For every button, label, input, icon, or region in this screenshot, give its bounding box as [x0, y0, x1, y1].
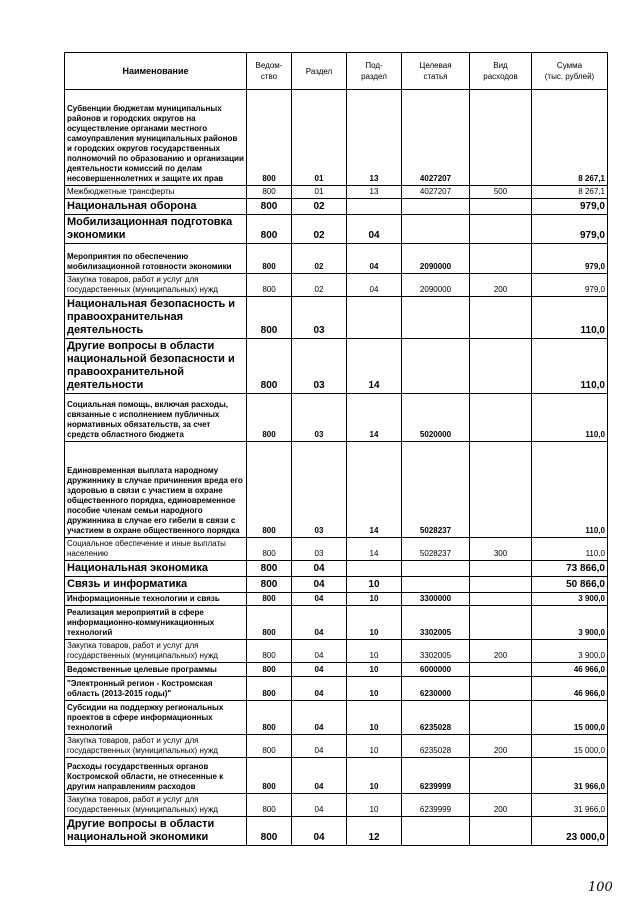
- cell-name: Субсидии на поддержку региональных проектов в сфере информационных технологий: [65, 701, 247, 735]
- cell-name: Расходы государственных органов Костромской области, не отнесенные к другим направлениям расходов: [65, 758, 247, 794]
- cell-section: 04: [292, 758, 347, 794]
- cell-sum: 8 267,1: [532, 90, 608, 186]
- cell-subsection: 10: [347, 677, 402, 701]
- cell-dept: 800: [247, 677, 292, 701]
- cell-subsection: 14: [347, 442, 402, 538]
- table-row: [65, 394, 608, 442]
- cell-exptype: [470, 701, 532, 735]
- cell-target: 5028237: [402, 538, 470, 561]
- cell-name: Закупка товаров, работ и услуг для государственных (муниципальных) нужд: [65, 640, 247, 663]
- cell-sum: 110,0: [532, 538, 608, 561]
- cell-exptype: [470, 199, 532, 215]
- table-row: [65, 90, 608, 186]
- cell-section: 04: [292, 593, 347, 606]
- table-row: [65, 244, 608, 274]
- cell-subsection: 04: [347, 215, 402, 244]
- cell-section: 03: [292, 442, 347, 538]
- cell-section: 03: [292, 339, 347, 394]
- cell-subsection: 04: [347, 244, 402, 274]
- cell-exptype: 200: [470, 794, 532, 817]
- cell-target: [402, 561, 470, 577]
- table-row: [65, 215, 608, 244]
- cell-dept: 800: [247, 577, 292, 593]
- cell-exptype: 200: [470, 274, 532, 297]
- cell-name: Закупка товаров, работ и услуг для государственных (муниципальных) нужд: [65, 735, 247, 758]
- cell-exptype: [470, 677, 532, 701]
- cell-name: Социальное обеспечение и иные выплаты населению: [65, 538, 247, 561]
- cell-sum: 15 000,0: [532, 735, 608, 758]
- cell-section: 02: [292, 274, 347, 297]
- cell-section: 01: [292, 186, 347, 199]
- cell-dept: 800: [247, 339, 292, 394]
- cell-target: [402, 297, 470, 339]
- cell-name: Национальная оборона: [65, 199, 247, 215]
- header-exptype: Вид расходов: [470, 53, 532, 90]
- cell-dept: 800: [247, 817, 292, 846]
- cell-target: 6239999: [402, 794, 470, 817]
- cell-dept: 800: [247, 215, 292, 244]
- cell-subsection: 10: [347, 593, 402, 606]
- cell-dept: 800: [247, 442, 292, 538]
- cell-name: Субвенции бюджетам муниципальных районов и городских округов на осуществление органами местного самоуправления муниципальных районов и городских округов государственных полномочий по образованию и организации деятельности комиссий по делам несовершеннолетних и защите их прав: [65, 90, 247, 186]
- header-name: Наименование: [65, 53, 247, 90]
- cell-exptype: [470, 90, 532, 186]
- table-row: [65, 701, 608, 735]
- cell-section: 04: [292, 640, 347, 663]
- table-row: [65, 663, 608, 677]
- cell-exptype: [470, 758, 532, 794]
- table-row: [65, 606, 608, 640]
- table-row: [65, 735, 608, 758]
- cell-exptype: 200: [470, 735, 532, 758]
- cell-dept: 800: [247, 606, 292, 640]
- cell-sum: 31 966,0: [532, 794, 608, 817]
- table-row: [65, 640, 608, 663]
- cell-target: 4027207: [402, 186, 470, 199]
- cell-subsection: 14: [347, 538, 402, 561]
- cell-name: Ведомственные целевые программы: [65, 663, 247, 677]
- cell-sum: 50 866,0: [532, 577, 608, 593]
- cell-target: [402, 817, 470, 846]
- cell-subsection: 13: [347, 90, 402, 186]
- cell-exptype: [470, 394, 532, 442]
- cell-sum: 8 267,1: [532, 186, 608, 199]
- table-row: [65, 677, 608, 701]
- cell-dept: 800: [247, 794, 292, 817]
- cell-sum: 3 900,0: [532, 593, 608, 606]
- cell-sum: 3 900,0: [532, 606, 608, 640]
- cell-target: 3302005: [402, 640, 470, 663]
- table-row: [65, 339, 608, 394]
- cell-section: 02: [292, 244, 347, 274]
- cell-section: 04: [292, 677, 347, 701]
- table-row: [65, 274, 608, 297]
- cell-dept: 800: [247, 90, 292, 186]
- cell-dept: 800: [247, 663, 292, 677]
- cell-name: Закупка товаров, работ и услуг для государственных (муниципальных) нужд: [65, 274, 247, 297]
- cell-target: 3302005: [402, 606, 470, 640]
- cell-name: Другие вопросы в области национальной экономики: [65, 817, 247, 846]
- cell-subsection: 10: [347, 794, 402, 817]
- cell-target: 5028237: [402, 442, 470, 538]
- cell-dept: 800: [247, 701, 292, 735]
- cell-target: 6230000: [402, 677, 470, 701]
- table-row: [65, 794, 608, 817]
- budget-table: [64, 52, 608, 846]
- cell-exptype: [470, 561, 532, 577]
- cell-target: 6000000: [402, 663, 470, 677]
- cell-section: 04: [292, 735, 347, 758]
- cell-name: Мобилизационная подготовка экономики: [65, 215, 247, 244]
- cell-sum: 979,0: [532, 274, 608, 297]
- cell-target: [402, 339, 470, 394]
- cell-target: 2090000: [402, 244, 470, 274]
- cell-sum: 31 966,0: [532, 758, 608, 794]
- cell-target: 3300000: [402, 593, 470, 606]
- cell-subsection: 13: [347, 186, 402, 199]
- cell-dept: 800: [247, 538, 292, 561]
- header-sum: Сумма (тыс. рублей): [532, 53, 608, 90]
- cell-name: "Электронный регион - Костромская область (2013-2015 годы)": [65, 677, 247, 701]
- cell-section: 04: [292, 817, 347, 846]
- cell-dept: 800: [247, 561, 292, 577]
- cell-exptype: [470, 817, 532, 846]
- cell-sum: 46 966,0: [532, 663, 608, 677]
- cell-target: 5020000: [402, 394, 470, 442]
- cell-subsection: [347, 199, 402, 215]
- cell-subsection: 04: [347, 274, 402, 297]
- cell-target: [402, 577, 470, 593]
- cell-exptype: [470, 442, 532, 538]
- cell-section: 04: [292, 663, 347, 677]
- cell-section: 04: [292, 561, 347, 577]
- cell-sum: 23 000,0: [532, 817, 608, 846]
- cell-section: 04: [292, 794, 347, 817]
- cell-dept: 800: [247, 640, 292, 663]
- cell-dept: 800: [247, 199, 292, 215]
- cell-sum: 979,0: [532, 244, 608, 274]
- table-row: [65, 817, 608, 846]
- cell-exptype: [470, 663, 532, 677]
- cell-dept: 800: [247, 735, 292, 758]
- cell-sum: 110,0: [532, 339, 608, 394]
- table-row: [65, 297, 608, 339]
- cell-sum: 3 900,0: [532, 640, 608, 663]
- cell-subsection: 10: [347, 577, 402, 593]
- cell-name: Мероприятия по обеспечению мобилизационной готовности экономики: [65, 244, 247, 274]
- cell-sum: 15 000,0: [532, 701, 608, 735]
- cell-sum: 46 966,0: [532, 677, 608, 701]
- cell-section: 02: [292, 199, 347, 215]
- cell-sum: 979,0: [532, 215, 608, 244]
- page-number: 100: [588, 880, 613, 895]
- cell-name: Связь и информатика: [65, 577, 247, 593]
- header-section: Раздел: [292, 53, 347, 90]
- table-row: [65, 593, 608, 606]
- table-row: [65, 442, 608, 538]
- cell-target: [402, 215, 470, 244]
- cell-sum: 110,0: [532, 394, 608, 442]
- cell-subsection: 10: [347, 663, 402, 677]
- cell-name: Межбюджетные трансферты: [65, 186, 247, 199]
- cell-subsection: [347, 297, 402, 339]
- cell-subsection: 14: [347, 394, 402, 442]
- cell-exptype: [470, 215, 532, 244]
- cell-section: 01: [292, 90, 347, 186]
- cell-name: Единовременная выплата народному дружиннику в случае причинения вреда его здоровью в связи с участием в охране общественного порядка, единовременное пособие членам семьи народного дружинника в случае его гибели в связи с участием в охране общественного порядка: [65, 442, 247, 538]
- cell-dept: 800: [247, 244, 292, 274]
- cell-dept: 800: [247, 758, 292, 794]
- cell-dept: 800: [247, 274, 292, 297]
- cell-section: 04: [292, 606, 347, 640]
- cell-exptype: [470, 593, 532, 606]
- cell-exptype: [470, 606, 532, 640]
- cell-name: Социальная помощь, включая расходы, связанные с исполнением публичных нормативных обязательств, за счет средств областного бюджета: [65, 394, 247, 442]
- cell-subsection: 10: [347, 701, 402, 735]
- cell-subsection: 10: [347, 606, 402, 640]
- cell-exptype: 200: [470, 640, 532, 663]
- cell-exptype: [470, 297, 532, 339]
- cell-dept: 800: [247, 186, 292, 199]
- cell-subsection: 10: [347, 640, 402, 663]
- cell-section: 03: [292, 538, 347, 561]
- table-row: [65, 538, 608, 561]
- cell-target: 6235028: [402, 735, 470, 758]
- header-target: Целевая статья: [402, 53, 470, 90]
- cell-target: 6235028: [402, 701, 470, 735]
- cell-name: Реализация мероприятий в сфере информационно-коммуникационных технологий: [65, 606, 247, 640]
- cell-exptype: [470, 244, 532, 274]
- cell-name: Другие вопросы в области национальной безопасности и правоохранительной деятельности: [65, 339, 247, 394]
- cell-name: Информационные технологии и связь: [65, 593, 247, 606]
- cell-dept: 800: [247, 593, 292, 606]
- cell-subsection: [347, 561, 402, 577]
- cell-target: 6239999: [402, 758, 470, 794]
- cell-name: Закупка товаров, работ и услуг для государственных (муниципальных) нужд: [65, 794, 247, 817]
- cell-name: Национальная экономика: [65, 561, 247, 577]
- header-subsection: Под- раздел: [347, 53, 402, 90]
- cell-section: 04: [292, 701, 347, 735]
- cell-sum: 110,0: [532, 297, 608, 339]
- table-row: [65, 577, 608, 593]
- cell-subsection: 14: [347, 339, 402, 394]
- cell-dept: 800: [247, 394, 292, 442]
- cell-exptype: 500: [470, 186, 532, 199]
- cell-subsection: 12: [347, 817, 402, 846]
- cell-sum: 73 866,0: [532, 561, 608, 577]
- cell-subsection: 10: [347, 758, 402, 794]
- cell-exptype: [470, 339, 532, 394]
- cell-sum: 979,0: [532, 199, 608, 215]
- cell-exptype: 300: [470, 538, 532, 561]
- cell-section: 04: [292, 577, 347, 593]
- cell-target: 2090000: [402, 274, 470, 297]
- cell-subsection: 10: [347, 735, 402, 758]
- cell-target: [402, 199, 470, 215]
- cell-target: 4027207: [402, 90, 470, 186]
- cell-name: Национальная безопасность и правоохранительная деятельность: [65, 297, 247, 339]
- cell-sum: 110,0: [532, 442, 608, 538]
- table-row: [65, 561, 608, 577]
- cell-section: 02: [292, 215, 347, 244]
- cell-section: 03: [292, 297, 347, 339]
- cell-section: 03: [292, 394, 347, 442]
- table-header-row: [65, 53, 608, 90]
- table-row: [65, 186, 608, 199]
- header-dept: Ведом- ство: [247, 53, 292, 90]
- cell-dept: 800: [247, 297, 292, 339]
- table-row: [65, 199, 608, 215]
- cell-exptype: [470, 577, 532, 593]
- table-row: [65, 758, 608, 794]
